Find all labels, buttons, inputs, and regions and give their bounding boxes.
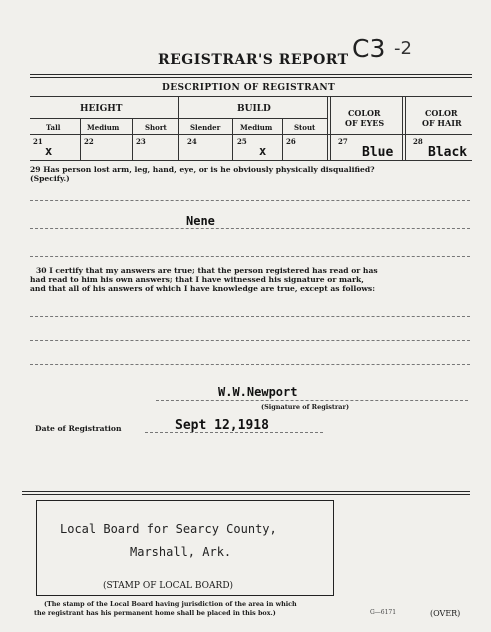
- question-29-line-1: 29 Has person lost arm, leg, hand, eye, or is he obviously physically disqualified?: [30, 165, 375, 174]
- label-rule: [30, 134, 472, 135]
- eyes-heading-1: COLOR: [348, 108, 381, 118]
- question-30-line-1: 30 I certify that my answers are true; that the person registered has read or has: [36, 266, 378, 275]
- table-divider: [402, 96, 403, 160]
- build-slender-label: Slender: [190, 123, 221, 132]
- answer-line: [30, 340, 470, 341]
- question-30-line-3: and that all of his answers of which I have knowledge are true, except as follows:: [30, 284, 376, 293]
- build-stout-label: Stout: [294, 123, 316, 132]
- table-divider: [178, 96, 179, 160]
- stamp-line-2: Marshall, Ark.: [130, 545, 232, 559]
- field-number-28: 28: [413, 137, 423, 146]
- handwritten-code-suffix: -2: [394, 38, 412, 59]
- table-divider: [327, 96, 328, 160]
- signature-caption: (Signature of Registrar): [261, 403, 350, 411]
- report-title: REGISTRAR'S REPORT: [158, 52, 349, 68]
- eyes-heading-2: OF EYES: [345, 118, 385, 128]
- hair-color-value: Black: [428, 145, 468, 160]
- form-number: G—6171: [370, 609, 397, 616]
- answer-line: [30, 228, 470, 229]
- bottom-rule: [22, 491, 470, 495]
- field-number-25: 25: [237, 137, 247, 146]
- height-heading: HEIGHT: [80, 104, 123, 114]
- build-heading: BUILD: [237, 104, 271, 114]
- field-number-27: 27: [338, 137, 348, 146]
- footer-note-line-1: (The stamp of the Local Board having jurisdiction of the area in which: [44, 600, 297, 608]
- table-divider: [232, 118, 233, 160]
- disqualification-answer: Nene: [186, 214, 215, 228]
- field-number-22: 22: [84, 137, 94, 146]
- answer-line: [30, 316, 470, 317]
- height-tall-label: Tall: [46, 123, 61, 132]
- height-medium-label: Medium: [87, 123, 120, 132]
- tall-mark: x: [45, 144, 53, 158]
- answer-line: [30, 364, 470, 365]
- hair-heading-2: OF HAIR: [422, 118, 462, 128]
- field-number-24: 24: [187, 137, 197, 146]
- hair-heading-1: COLOR: [425, 108, 458, 118]
- answer-line: [30, 256, 470, 257]
- table-divider: [282, 118, 283, 160]
- question-29-line-2: (Specify.): [30, 174, 70, 183]
- answer-line: [30, 200, 470, 201]
- field-number-21: 21: [33, 137, 43, 146]
- stamp-line-1: Local Board for Searcy County,: [60, 522, 277, 536]
- question-30-line-2: had read to him his own answers; that I have witnessed his signature or mark,: [30, 275, 364, 284]
- eye-color-value: Blue: [362, 145, 394, 160]
- table-bottom-rule: [30, 160, 472, 161]
- footer-note-line-2: the registrant has his permanent home shall be placed in this box.): [34, 609, 276, 617]
- table-divider: [330, 96, 331, 160]
- registrar-signature: W.W.Newport: [218, 385, 298, 399]
- signature-line: [156, 400, 468, 401]
- stamp-caption: (STAMP OF LOCAL BOARD): [103, 581, 234, 591]
- height-short-label: Short: [145, 123, 167, 132]
- over-label: (OVER): [430, 609, 461, 618]
- field-number-23: 23: [136, 137, 146, 146]
- build-medium-label: Medium: [240, 123, 273, 132]
- registration-date-label: Date of Registration: [35, 424, 122, 433]
- handwritten-code: C3: [352, 34, 386, 63]
- description-heading: DESCRIPTION OF REGISTRANT: [162, 83, 336, 93]
- top-rule: [30, 74, 472, 78]
- table-divider: [132, 118, 133, 160]
- table-divider: [405, 96, 406, 160]
- medium-build-mark: x: [259, 144, 267, 158]
- registration-date-value: Sept 12,1918: [175, 418, 269, 433]
- field-number-26: 26: [286, 137, 296, 146]
- table-divider: [80, 118, 81, 160]
